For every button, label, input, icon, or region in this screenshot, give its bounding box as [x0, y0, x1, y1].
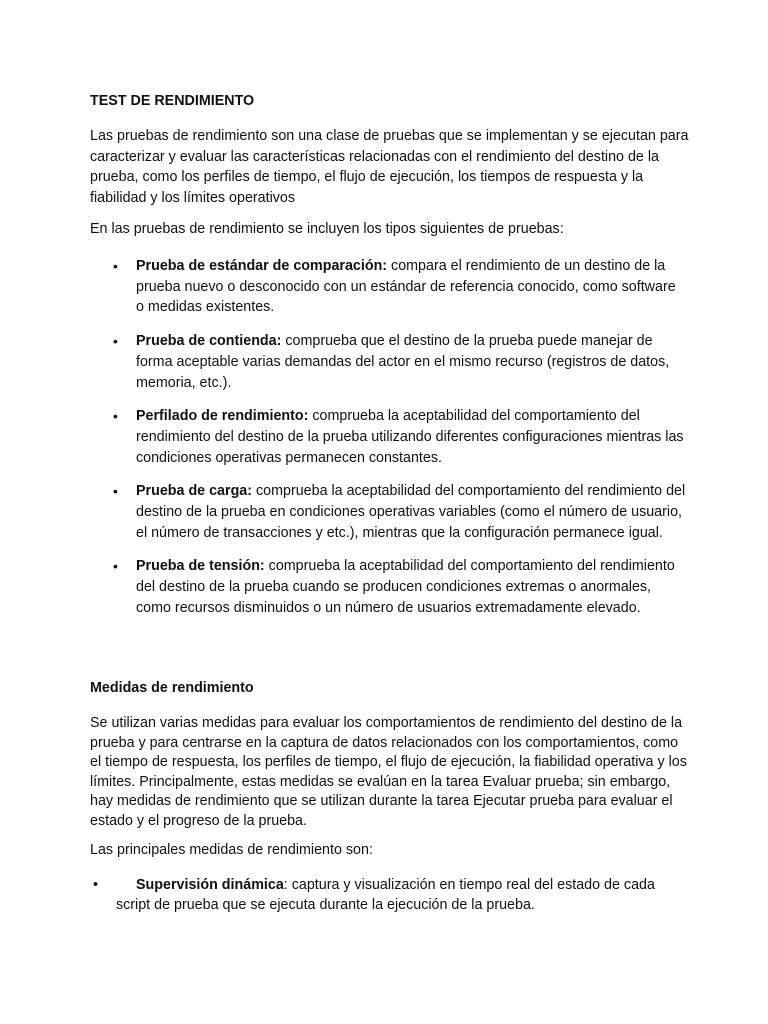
list-item-desc: comprueba la aceptabilidad del comportamiento del rendimiento del destino de la prueba en condiciones operativas variables (como el número de usuario, el número de transacciones y etc.), mientras que la configuración permanece igual.	[136, 483, 686, 541]
list-item	[0, 876, 656, 915]
measures-paragraph: Se utilizan varias medidas para evaluar los comportamientos de rendimiento del destino de la prueba y para centrarse en la captura de datos relacionados con los comportamientos, como el tiempo de respuesta, los perfiles de tiempo, el flujo de ejecución, la fiabilidad operativa y los límites. Principalmente, estas medidas se evalúan en la tarea Evaluar prueba; sin embargo, hay medidas de rendimiento que se utilizan durante la tarea Ejecutar prueba para evaluar el estado y el progreso de la prueba.	[90, 715, 687, 829]
measures-list	[0, 876, 768, 915]
list-item-term: Supervisión dinámica	[136, 877, 284, 893]
list-item-term: Prueba de tensión:	[136, 558, 265, 575]
list-item	[0, 481, 686, 543]
test-types-list	[0, 256, 768, 632]
list-item	[0, 256, 686, 318]
list-item-desc: : captura y visualización en tiempo real del estado de cada script de prueba que se ejecuta durante la ejecución de la prueba.	[116, 877, 655, 913]
measures-intro: Las principales medidas de rendimiento son:	[90, 842, 373, 858]
list-item	[0, 331, 686, 393]
list-item-term: Perfilado de rendimiento:	[136, 408, 309, 425]
list-item-desc: comprueba la aceptabilidad del comportamiento del rendimiento del destino de la prueba utilizando diferentes configuraciones mientras las condiciones operativas permanecen constantes.	[136, 408, 684, 466]
types-intro: En las pruebas de rendimiento se incluyen los tipos siguientes de pruebas:	[90, 221, 564, 237]
list-item-term: Prueba de contienda:	[136, 333, 282, 350]
list-item-desc: compara el rendimiento de un destino de la prueba nuevo o desconocido con un estándar de referencia conocido, como software o medidas existentes.	[136, 258, 676, 316]
list-item-desc: comprueba que el destino de la prueba puede manejar de forma aceptable varias demandas del actor en el mismo recurso (registros de datos, memoria, etc.).	[136, 333, 670, 391]
list-item-term: Prueba de estándar de comparación:	[136, 258, 388, 274]
measures-heading: Medidas de rendimiento	[90, 680, 254, 696]
intro-paragraph: Las pruebas de rendimiento son una clase de pruebas que se implementan y se ejecutan para caracterizar y evaluar las características relacionadas con el rendimiento del destino de la prueba, como los perfiles de tiempo, el flujo de ejecución, los tiempos de respuesta y la fiabilidad y los límites operativos	[90, 128, 689, 207]
list-item-term: Prueba de carga:	[136, 483, 253, 500]
list-item	[0, 556, 686, 618]
list-item	[0, 406, 686, 468]
list-item-desc: comprueba la aceptabilidad del comportamiento del rendimiento del destino de la prueba cuando se producen condiciones extremas o anormales, como recursos disminuidos o un número de usuarios extremadamente elevado.	[136, 558, 675, 616]
document-title: TEST DE RENDIMIENTO	[90, 93, 255, 109]
